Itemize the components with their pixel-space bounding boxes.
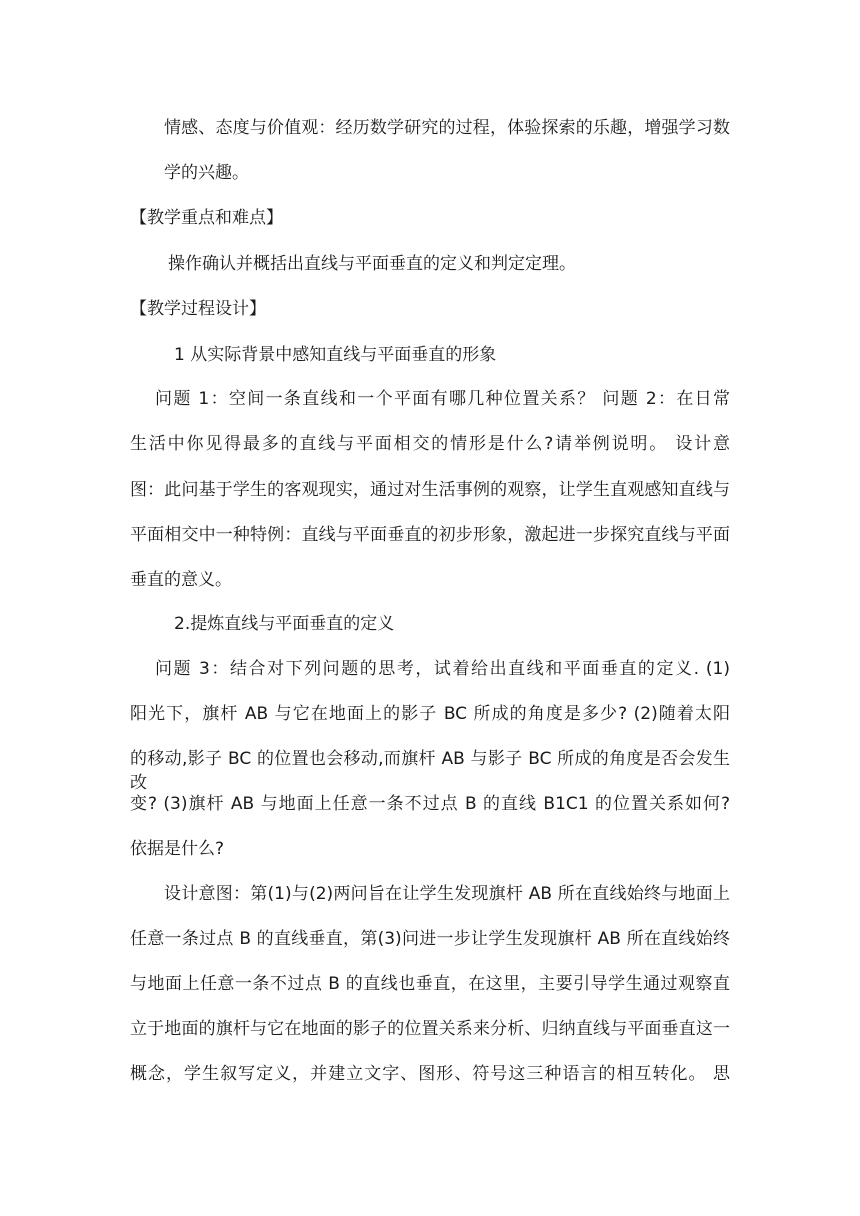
- text-line: 阳光下，旗杆 AB 与它在地面上的影子 BC 所成的角度是多少? (2)随着太阳: [130, 704, 730, 724]
- text-line: 情感、态度与价值观：经历数学研究的过程，体验探索的乐趣，增强学习数: [164, 118, 730, 138]
- text-line: 学的兴趣。: [164, 163, 249, 183]
- text-line: 与地面上任意一条不过点 B 的直线也垂直，在这里，主要引导学生通过观察直: [130, 974, 730, 994]
- text-line: 垂直的意义。: [130, 570, 232, 590]
- text-line: 的移动,影子 BC 的位置也会移动,而旗杆 AB 与影子 BC 所成的角度是否会发生改: [130, 749, 730, 793]
- text-line: 操作确认并概括出直线与平面垂直的定义和判定定理。: [168, 254, 576, 274]
- section-heading: 【教学过程设计】: [130, 299, 266, 319]
- text-line: 立于地面的旗杆与它在地面的影子的位置关系来分析、归纳直线与平面垂直这一: [130, 1019, 730, 1039]
- text-line: 问题 1：空间一条直线和一个平面有哪几种位置关系？ 问题 2：在日常: [155, 389, 730, 409]
- text-line: 平面相交中一种特例：直线与平面垂直的初步形象，激起进一步探究直线与平面: [130, 525, 730, 545]
- subsection-heading: 2.提炼直线与平面垂直的定义: [174, 614, 395, 634]
- section-heading: 【教学重点和难点】: [130, 208, 283, 228]
- text-line: 依据是什么?: [130, 839, 225, 859]
- text-line: 图：此问基于学生的客观现实，通过对生活事例的观察，让学生直观感知直线与: [130, 480, 730, 500]
- text-line: 生活中你见得最多的直线与平面相交的情形是什么?请举例说明。 设计意: [130, 434, 730, 454]
- text-line: 问题 3：结合对下列问题的思考，试着给出直线和平面垂直的定义. (1): [155, 659, 730, 679]
- text-line: 任意一条过点 B 的直线垂直，第(3)问进一步让学生发现旗杆 AB 所在直线始终: [130, 929, 730, 949]
- text-line: 概念，学生叙写定义，并建立文字、图形、符号这三种语言的相互转化。 思: [130, 1064, 730, 1084]
- subsection-heading: 1 从实际背景中感知直线与平面垂直的形象: [174, 345, 497, 365]
- text-line: 设计意图：第(1)与(2)两问旨在让学生发现旗杆 AB 所在直线始终与地面上: [164, 884, 730, 904]
- text-line: 变? (3)旗杆 AB 与地面上任意一条不过点 B 的直线 B1C1 的位置关系如何?: [130, 794, 730, 814]
